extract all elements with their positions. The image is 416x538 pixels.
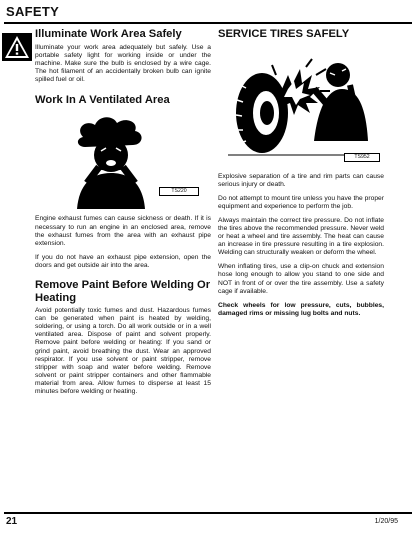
right-column (218, 28, 384, 318)
tire-explosion-illustration-icon (218, 45, 384, 165)
header-divider (4, 22, 412, 24)
paragraph-tires-1: Explosive separation of a tire and rim parts can cause serious injury or death. (218, 172, 384, 188)
paragraph-tires-3: Always maintain the correct tire pressure. Do not inflate the tires above the recommended pressure. Never weld or heat a wheel and tire assembly. The heat can cause an increase in tire pressure resulting in a tire explosion. Welding can structurally weaken or deform the wheel. (218, 216, 384, 257)
paragraph-tires-2: Do not attempt to mount tire unless you have the proper equipment and experience to perform the job. (218, 194, 384, 210)
figure-label-ts952: TS952 (344, 153, 380, 162)
heading-illuminate-work-area: Illuminate Work Area Safely (35, 28, 182, 40)
paragraph-illuminate: Illuminate your work area adequately but safely. Use a portable safety light for working inside or under the machine. Make sure the bulb is enclosed by a wire cage. The hot filament of an accidentally broken bulb can ignite spilled fuel or oil. (35, 43, 211, 83)
heading-remove-paint: Remove Paint Before Welding Or Heating (35, 279, 211, 304)
paragraph-tires-4: When inflating tires, use a clip-on chuck and extension hose long enough to allow you stand to one side and NOT in front of or over the tire assembly. Use a safety cage if available. (218, 263, 384, 295)
paragraph-remove-paint: Avoid potentially toxic fumes and dust. Hazardous fumes can be generated when paint is heated by welding, soldering, or using a torch. Do all work outside or in a well ventilated area. Dispose of paint and solvent properly. Remove paint before welding or heating: If you sand or grind paint, avoid breathing the dust. Wear an approved respirator. If you use solvent or paint stripper, remove stripper with soap and water before welding. Remove solvent or paint stripper containers and other flammable material from area. Allow fumes to disperse at least 15 minutes before welding or heating. (35, 307, 211, 395)
footer-divider (4, 512, 412, 514)
page-date: 1/20/95 (374, 518, 398, 525)
figure-label-ts220: TS220 (159, 187, 199, 196)
exhaust-fumes-illustration-icon (35, 109, 211, 213)
figure-exhaust-fumes (35, 109, 211, 213)
left-column (35, 28, 211, 396)
safety-alert-icon (2, 33, 32, 61)
paragraph-tires-5: Check wheels for low pressure, cuts, bubbles, damaged rims or missing lug bolts and nuts. (218, 301, 384, 317)
paragraph-exhaust-1: Engine exhaust fumes can cause sickness or death. If it is necessary to run an engine in an enclosed area, remove the exhaust fumes from the area with an exhaust pipe extension. (35, 215, 211, 247)
section-header-title: SAFETY (6, 4, 60, 19)
paragraph-exhaust-2: If you do not have an exhaust pipe extension, open the doors and get outside air into the area. (35, 253, 211, 269)
heading-ventilated-area: Work In A Ventilated Area (35, 93, 170, 106)
heading-service-tires: SERVICE TIRES SAFELY (218, 28, 350, 40)
figure-tire-explosion (218, 45, 384, 165)
page-number: 21 (6, 516, 18, 527)
